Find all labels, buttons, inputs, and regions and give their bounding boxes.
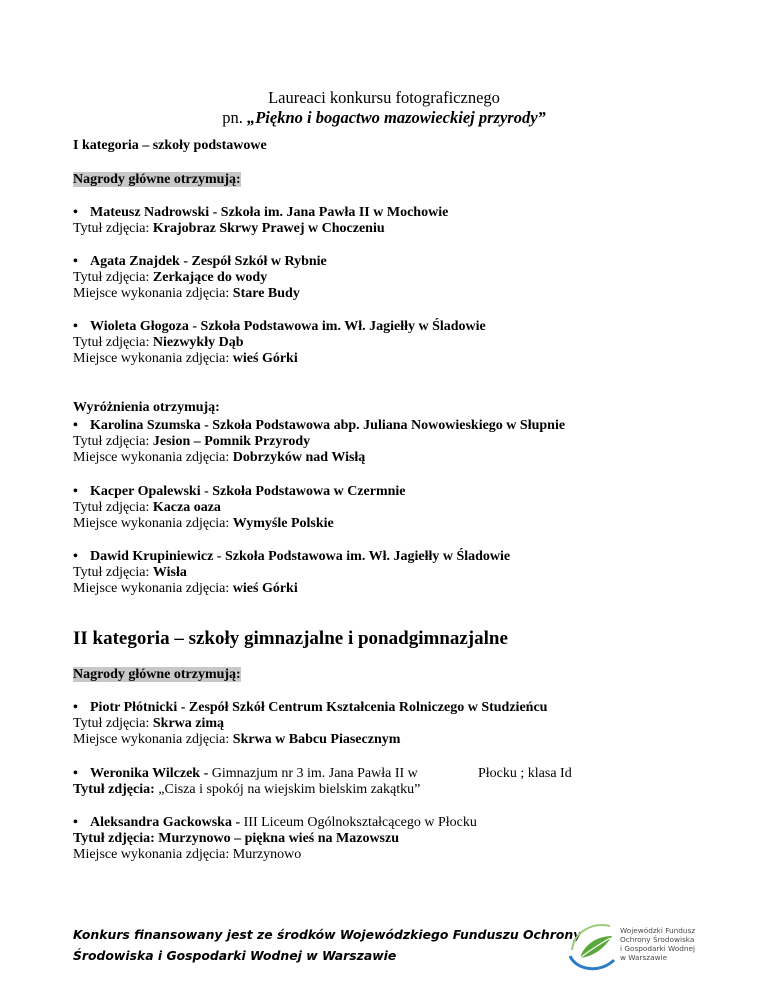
- photo-title-line: Tytuł zdjęcia: Skrwa zimą: [73, 716, 225, 731]
- logo-text: Wojewódzki Fundusz Ochrony Środowiska i Gospodarki Wodnej w Warszawie: [620, 926, 696, 962]
- photo-place-line: Miejsce wykonania zdjęcia: Murzynowo: [73, 847, 302, 862]
- contest-name: „Piękno i bogactwo mazowieckiej przyrody”: [246, 108, 546, 127]
- wfos-logo: [566, 916, 701, 976]
- bullet-icon: •: [73, 549, 78, 564]
- bullet-icon: •: [73, 766, 78, 781]
- bullet-icon: •: [73, 418, 78, 433]
- photo-place-line: Miejsce wykonania zdjęcia: Wymyśle Polskie: [73, 516, 334, 531]
- list-item: • Dawid Krupiniewicz - Szkoła Podstawowa im. Wł. Jagiełły w Śladowie: [73, 549, 511, 564]
- photo-title-line: Tytuł zdjęcia: Jesion – Pomnik Przyrody: [73, 434, 311, 449]
- list-item: • Aleksandra Gackowska - III Liceum Ogólnokształcącego w Płocku: [73, 815, 477, 830]
- photo-title-line: Tytuł zdjęcia: Wisła: [73, 565, 187, 580]
- photo-title-line: Tytuł zdjęcia: Niezwykły Dąb: [73, 335, 244, 350]
- list-item: • Weronika Wilczek - Gimnazjum nr 3 im. Jana Pawła II w: [73, 766, 418, 781]
- photo-place-line: Miejsce wykonania zdjęcia: wieś Górki: [73, 581, 298, 596]
- main-awards-label-2: Nagrody główne otrzymują:: [73, 667, 241, 682]
- footer-line-2: Środowiska i Gospodarki Wodnej w Warszawie: [73, 948, 397, 963]
- list-item: • Agata Znajdek - Zespół Szkół w Rybnie: [73, 254, 327, 269]
- footer-line-1: Konkurs finansowany jest ze środków Wojewódzkiego Funduszu Ochrony: [73, 927, 582, 942]
- photo-place-line: Miejsce wykonania zdjęcia: Skrwa w Babcu Piasecznym: [73, 732, 401, 747]
- bullet-icon: •: [73, 205, 78, 220]
- bullet-icon: •: [73, 254, 78, 269]
- bullet-icon: •: [73, 319, 78, 334]
- category-1-heading: I kategoria – szkoły podstawowe: [73, 138, 267, 153]
- photo-place-line: Miejsce wykonania zdjęcia: Dobrzyków nad Wisłą: [73, 450, 366, 465]
- list-item: • Kacper Opalewski - Szkoła Podstawowa w Czermnie: [73, 484, 406, 499]
- main-awards-label-1: Nagrody główne otrzymują:: [73, 172, 241, 187]
- list-item: • Karolina Szumska - Szkoła Podstawowa abp. Juliana Nowowieskiego w Słupnie: [73, 418, 566, 433]
- bullet-icon: •: [73, 815, 78, 830]
- list-item: • Mateusz Nadrowski - Szkoła im. Jana Pawła II w Mochowie: [73, 205, 449, 220]
- school-end: Płocku ; klasa Id: [478, 766, 572, 781]
- doc-subtitle: pn. „Piękno i bogactwo mazowieckiej przyrody”: [222, 108, 546, 127]
- bullet-icon: •: [73, 700, 78, 715]
- photo-title-line: Tytuł zdjęcia: Murzynowo – piękna wieś na Mazowszu: [73, 831, 400, 846]
- photo-place-line: Miejsce wykonania zdjęcia: Stare Budy: [73, 286, 300, 301]
- list-item: • Piotr Płótnicki - Zespół Szkół Centrum Kształcenia Rolniczego w Studzieńcu: [73, 700, 548, 715]
- list-item: • Wioleta Głogoza - Szkoła Podstawowa im. Wł. Jagiełły w Śladowie: [73, 319, 486, 334]
- photo-title-line: Tytuł zdjęcia: Kacza oaza: [73, 500, 221, 515]
- doc-title: Laureaci konkursu fotograficznego: [268, 88, 500, 107]
- photo-title-line: Tytuł zdjęcia: Krajobraz Skrwy Prawej w Choczeniu: [73, 221, 385, 236]
- photo-place-line: Miejsce wykonania zdjęcia: wieś Górki: [73, 351, 298, 366]
- category-2-heading: II kategoria – szkoły gimnazjalne i ponadgimnazjalne: [73, 628, 508, 649]
- photo-title-line: Tytuł zdjęcia: Zerkające do wody: [73, 270, 268, 285]
- honors-label-1: Wyróżnienia otrzymują:: [73, 400, 220, 415]
- bullet-icon: •: [73, 484, 78, 499]
- leaf-logo-icon: [566, 916, 622, 976]
- photo-title-line: Tytuł zdjęcia: „Cisza i spokój na wiejskim bielskim zakątku”: [73, 782, 421, 797]
